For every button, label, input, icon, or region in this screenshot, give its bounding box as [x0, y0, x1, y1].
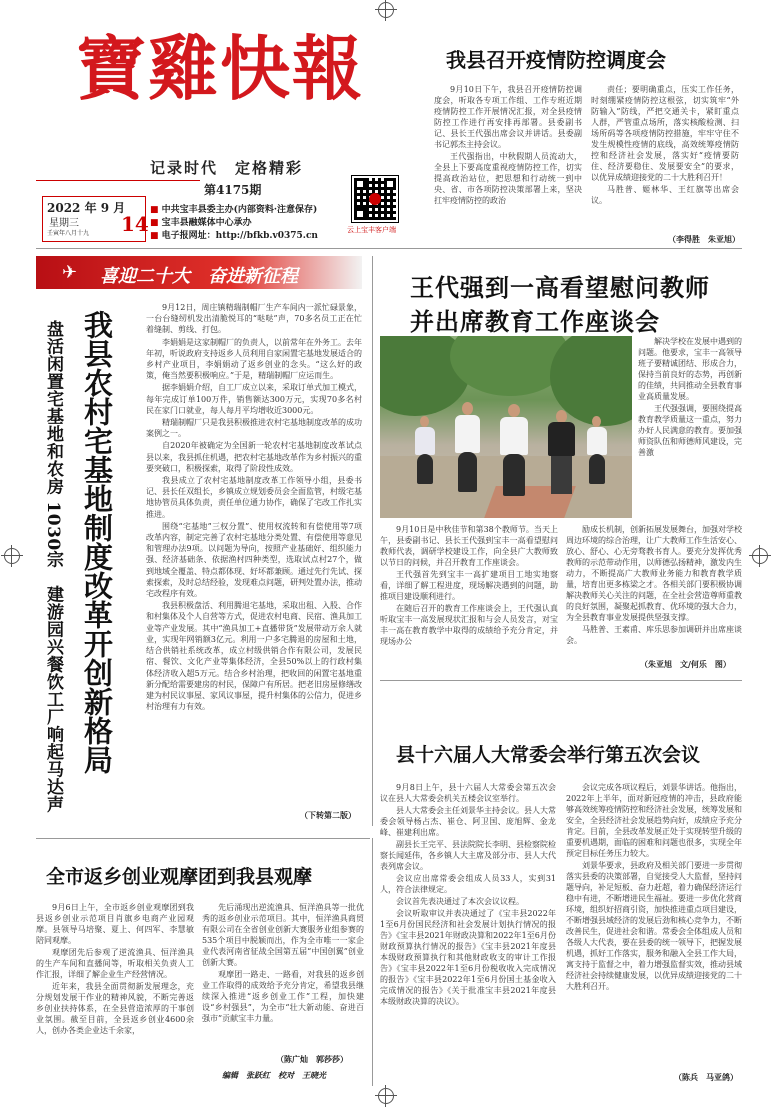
publisher-line-2: ■ 宝丰县融媒体中心承办 — [150, 218, 252, 228]
publisher-info — [150, 204, 318, 243]
headline-teacher-visit-2: 并出席教育工作座谈会 — [410, 307, 660, 336]
day-number: 14 — [121, 212, 149, 236]
reform-continued: （下转第二版） — [300, 810, 356, 820]
teacher-col-1: 9月10日是中秋佳节和第38个教师节。当天上午，县委副书记、县长王代强到宝丰一高看望慰问教师代表，调研学校建设工作，向全县广大教师致以节日的问候，并召开教育工作座谈会。 王代强首先到宝丰一高扩建项目工地实地察看，详细了解工程进度，现场解决遇到的问题，助推项目建设顺利进行。 在随后召开的教育工作座谈会上，王代强认真听取宝丰一高发展现状汇报和与会人员发言，对宝丰一高在教育教学中取得的成绩给予充分肯定，并现场办公 — [380, 525, 558, 646]
npc-byline: （陈兵 马亚鸽） — [674, 1072, 738, 1082]
masthead-slogan: 记录时代 定格精彩 — [150, 159, 304, 177]
divider-vertical — [372, 256, 373, 826]
divider-center-lower — [372, 838, 373, 1086]
qr-code — [351, 175, 399, 223]
weekday: 星期三 — [49, 218, 79, 229]
divider-top — [36, 248, 742, 249]
entrepreneurship-col-2: 先后涌现出逆流渔具、恒洋渔具等一批优秀的返乡创业示范项目。其中，恒洋渔具商贸有限公司在全省创业创新大赛服务业组参赛的535个项目中脱颖而出，作为全市唯一一家企业代表河南省征战全国第五届“中国创翼”创业创新大赛。 观摩团一路走、一路看，对我县的返乡创业工作取得的成效给予充分肯定，希望我县继续深入推进“返乡创业工作”工程，加快建设“乡村强县”，为全市“壮大新动能、奋进百强市”贡献宝丰力量。 — [202, 903, 364, 1023]
plane-icon: ✈ — [62, 262, 78, 283]
epidemic-col-1: 9月10日下午，我县召开疫情防控调度会，听取各专项工作组、工作专班近期疫情防控工作开展情况汇报，对全县疫情防控工作进行再安排再部署。县委副书记、县长王代强出席会议并讲话。县委副书记郭杰主持会议。 王代强指出，中秋假期人员流动大，全县上下要高度重视疫情防控工作，切实提高政治站位，把思想和行动统一到中央、省、市各项防控决策部署上来，坚决扛牢疫情防控的政治 — [434, 85, 582, 205]
masthead-rule — [36, 180, 200, 181]
reform-body: 9月12日，周庄镇精瑞制帽厂生产车间内一派忙碌景象，一台台缝纫机发出清脆悦耳的“哒哒”声，70多名员工正在忙着缝制、剪线、打包。 李娟娟是这家制帽厂的负责人，以前常年在外务工。去年年初，听说政府支持返乡人员利用自家闲置宅基地发展适合的乡村产业项目，李娟娟动了返乡创业的念头。“这么好的政策，俺当然要积极响应。”于是，精瑞制帽厂应运而生。 据李娟娟介绍，自工厂成立以来，采取订单式加工模式，每年完成订单100万件，销售额达300万元，实现70多名村民在家门口就业，每人每月平均增收近3000元。 精瑞制帽厂只是我县积极推进农村宅基地制度改革的成功案例之一。 自2020年被确定为全国新一轮农村宅基地制度改革试点县以来，我县抓住机遇，把农村宅基地改革作为乡村振兴的重要突破口，积极探索，取得了阶段性成效。 我县成立了农村宅基地制度改革工作领导小组，县委书记、县长任双组长，乡镇成立规划委员会全面监管，村级宅基地协管员具体负责，责任单位通力协作，确保了宅改工作扎实推进。 围绕“宅基地”三权分置”、使用权流转和有偿使用等7项改革内容，制定完善了农村宅基地分类处置、有偿使用等意见和管理办法9项。以问题为导向，按照产业基础好、组织能力强、经济基础条、依据渔村四种类型，选取试点村27个，做到地域全覆盖、特点都体现、好坏都兼顾。通过先行先试、探索探索，及时总结经验，发现难点问题，研判处置办法，推动宅改程序有效。 我县积极盘活、利用腾退宅基地，采取出租、入股、合作和村集体及个人自营等方式，促进农村电商、民宿、渔具加工业等产业发展。其中“渔具加工+直播带货”发展带动万余人就业，实现年网销额3亿元。利用一户多宅腾退的房屋和土地，结合供销社系统改革，成立村级供销合作有限公司，发展民宿、餐饮、文化产业等集体经济，全县50%以上的行政村集体经济收入超5万元。结合乡村治理，把收回的闲置宅基地重新分配给需要建房的村民，保障户有所居。把老旧房屋修缮改建为村民议事屋、家风议事屋，提升村集体的公信力，促进乡村治理有力有效。 — [146, 303, 362, 712]
issue-number: 第4175期 — [204, 183, 262, 197]
npc-col-2: 会议完成各项议程后，刘景华讲话。他指出，2022年上半年，面对新冠疫情的冲击，县政府能够高效统筹疫情防控和经济社会发展，统筹发展和安全，全县经济社会发展趋势向好，成绩应予充分肯定。目前，全县改革发展正处于实现转型升级的重要机遇期，面临的困难和问题也很多，实现全年预定目标任务压力较大。 刘景华要求，县政府及相关部门要进一步贯彻落实县委的决策部署，自觉接受人大监督，坚持问题导向，补足短板、奋力赶超，着力确保经济运行稳中有进，不断增进民生福祉。要进一步优化营商环境，组织好招商引资，加快推进重点项目建设，不断增强县域经济的发展后劲和核心竞争力，不断改善民生，促进社会和谐。常委会全体组成人员和各级人大代表，要在县委的统一领导下，把握发展机遇，抓好工作落实，服务和融入全县工作大局，寓支持于监督之中，着力增强监督实效，推动县域经济社会持续健康发展，以优异成绩迎接党的二十大胜利召开。 — [566, 783, 742, 991]
headline-return-entrepreneurship: 全市返乡创业观摩团到我县观摩 — [46, 866, 313, 888]
teacher-right-col: 解决学校在发展中遇到的问题。他要求，宝丰一高领导班子要精诚团结、形成合力，保持当前良好的态势，再创新的佳绩，共同推动全县教育事业高质量发展。 王代强强调，要围绕提高教育教学质量这一重点，努力办好人民满意的教育。要加强师资队伍和师德师风建设，完善激 — [638, 337, 742, 457]
epidemic-col-2: 责任；要明确重点，压实工作任务，时刻绷紧疫情防控这根弦，切实筑牢“外防输入”防线，严把交通关卡，紧盯重点人群，严管重点场所，落实核酸检测、扫场所码等各项疫情防控措施，牢牢守住不发生规模性疫情的底线，高效统筹疫情防控和经济社会发展，落实好“疫情要防住、经济要稳住、发展要安全”的要求，以优异成绩迎接党的二十大胜利召开！ 马胜普、姬林华、王红旗等出席会议。 — [591, 85, 739, 205]
editors-line: 编辑 张跃红 校对 王晓光 — [222, 1070, 326, 1080]
registration-mark-bottom — [378, 1088, 394, 1104]
masthead-title: 寶雞快報 — [76, 27, 364, 110]
qr-caption: 云上宝丰客户端 — [347, 226, 396, 234]
teacher-col-2: 励成长机制，创新拓展发展舞台，加强对学校周边环境的综合治理，让广大教师工作生活安心、放心、舒心、心无旁骛教书育人。要充分发挥优秀教师的示范带动作用，以师德弘扬精神，激发内生动力，不断提高广大教师业务能力和教育教学质量，培育出更多栋梁之才。各相关部门要积极协调解决教师关心关注的问题，在全社会营造尊师重教的良好氛围，凝聚起抓教育、优环境的强大合力，为全县教育事业发展提供坚强支撑。 马胜普、王素甫、库乐思参加调研并出席座谈会。 — [566, 525, 742, 645]
date-line: 2022 年 9 月 — [47, 201, 126, 215]
teacher-byline: （朱亚旭 文/何乐 图） — [640, 659, 731, 669]
registration-mark-top — [378, 2, 394, 18]
divider-bottom-left — [36, 838, 370, 839]
registration-mark-right — [752, 548, 768, 564]
npc-col-1: 9月8日上午，县十六届人大常委会第五次会议在县人大常委会机关五楼会议室举行。 县人大常委会主任刘景华主持会议。县人大常委会领导杨占杰、崔仓、阿卫国、庞旭辉、金龙峰、崔建利出席。 副县长王完平、县法院院长李明、县检察院检察长闻延伟，各乡镇人大主席及部分市、县人大代表列席会议。 会议应出席常委会组成人员33人，实到31人，符合法律规定。 会议首先表决通过了本次会议议程。 会议听取审议并表决通过了《宝丰县2022年1至6月份国民经济和社会发展计划执行情况的报告》《宝丰县2021年财政决算和2022年1至6月份财政预算执行情况的报告》《宝丰县2021年度县本级财政预算执行和其他财政收支的审计工作报告》《宝丰县2022年1至6月份税收收入完成情况的报告》《宝丰县2022年1至6月份国土基金收入完成情况的报告》《关于批准宝丰县2021年度县本级财政决算的决议》。 — [380, 783, 556, 1006]
photo-school-visit — [380, 336, 632, 518]
banner-text: 喜迎二十大 奋进新征程 — [100, 266, 298, 287]
registration-mark-left — [4, 548, 20, 564]
reform-title: 我县农村宅基地制度改革开创新格局 — [80, 310, 114, 774]
headline-epidemic-meeting: 我县召开疫情防控调度会 — [446, 48, 666, 72]
lunar-date: 壬寅年八月十九 — [47, 230, 90, 237]
headline-teacher-visit-1: 王代强到一高看望慰问教师 — [410, 273, 710, 302]
publisher-line-1: ■ 中共宝丰县委主办(内部资料·注意保存) — [150, 205, 318, 215]
headline-npc-meeting: 县十六届人大常委会举行第五次会议 — [396, 744, 701, 766]
publisher-line-3: ■ 电子报网址：http://bfkb.v0375.cn — [150, 231, 318, 241]
date-box — [42, 196, 149, 242]
divider-right-mid — [380, 680, 742, 681]
entrepreneurship-byline: （陈广灿 郭莎莎） — [276, 1054, 348, 1064]
epidemic-byline: （李得胜 朱亚旭） — [668, 234, 740, 244]
entrepreneurship-col-1: 9月6日上午，全市返乡创业观摩团到我县返乡创业示范项目肖旗乡电商产业园观摩。县领导马培聚、夏上、何四军、李慧敏陪同观摩。 观摩团先后参观了逆流渔具、恒洋渔具的生产车间和直播间等，听取相关负责人工作汇报，详细了解企业生产经营情况。 近年来，我县全面贯彻新发展理念，充分规划发展干作业的精神风貌，不断完善返乡创业扶持体系，在全县营造浓厚的干事创业氛围。截至目前，全县返乡创业4600余人，创办各类企业达千余家， — [36, 903, 194, 1035]
reform-subtitle: 盘活闲置宅基地和农房 1030宗 建游园兴餐饮工厂响起马达声 — [43, 320, 63, 814]
banner-20th-congress — [36, 256, 362, 289]
